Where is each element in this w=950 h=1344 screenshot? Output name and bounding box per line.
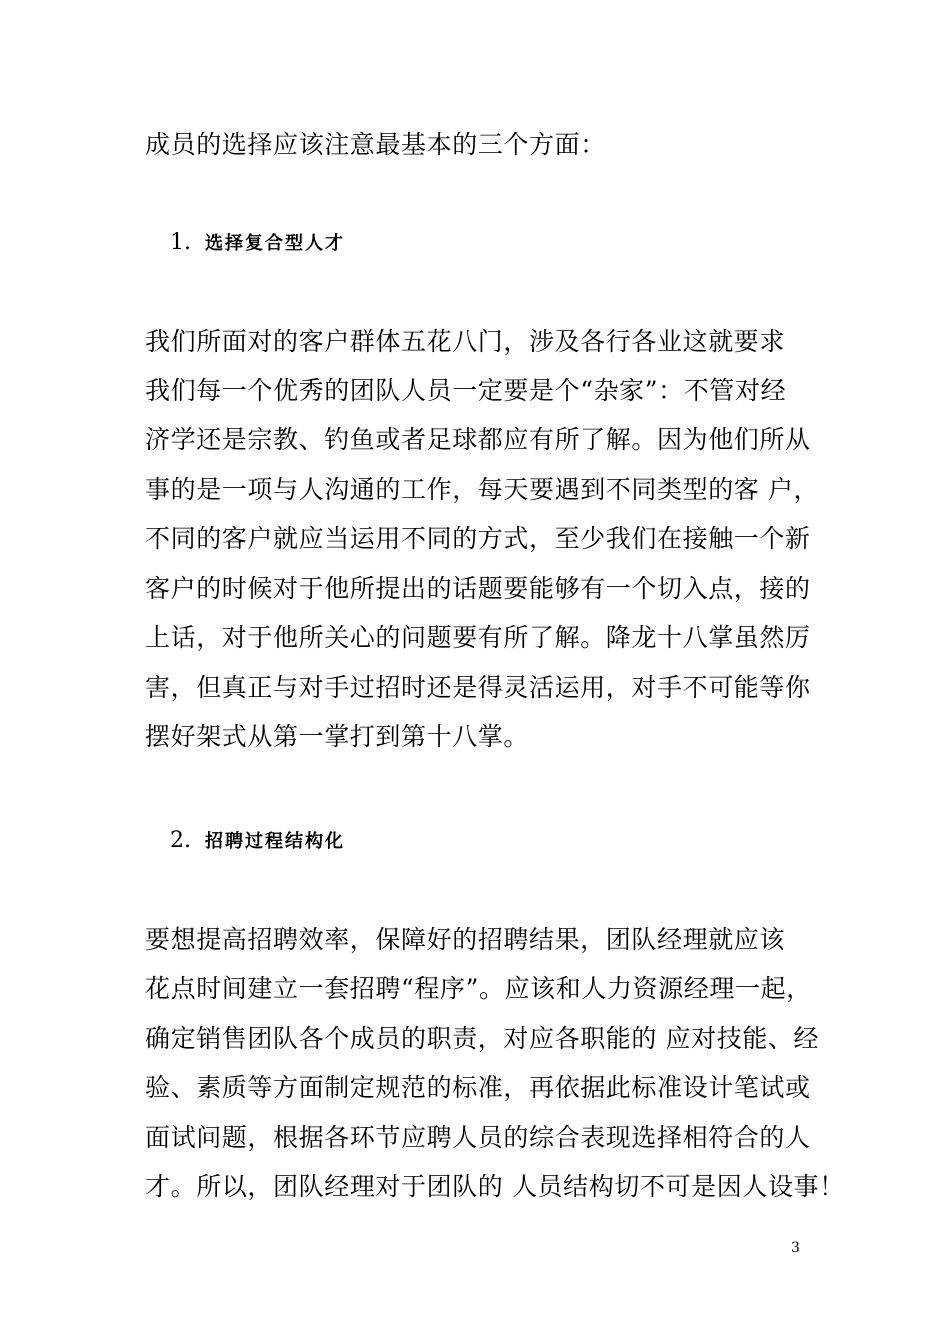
- section-2-line: 花点时间建立一套招聘“程序”。应该和人力资源经理一起，: [145, 974, 812, 1003]
- page-number: 3: [791, 1240, 800, 1256]
- section-1-number: 1.: [170, 230, 191, 255]
- section-1-line: 事的是一项与人沟通的工作，每天要遇到不同类型的客 户，: [145, 475, 820, 504]
- section-1-line: 不同的客户就应当运用不同的方式，至少我们在接触一个新: [145, 524, 811, 553]
- section-2-number: 2.: [170, 828, 191, 853]
- section-1-line: 我们所面对的客户群体五花八门，涉及各行各业这就要求: [145, 327, 786, 356]
- section-2-line: 确定销售团队各个成员的职责，对应各职能的 应对技能、经: [145, 1024, 820, 1053]
- section-2-line: 验、素质等方面制定规范的标准，再依据此标准设计笔试或: [145, 1073, 811, 1102]
- section-1-line: 客户的时候对于他所提出的话题要能够有一个切入点，接的: [145, 574, 811, 603]
- section-1-line: 害，但真正与对手过招时还是得灵活运用，对手不可能等你: [145, 673, 811, 702]
- section-1-line: 济学还是宗教、钓鱼或者足球都应有所了解。因为他们所从: [145, 425, 811, 454]
- section-1-line: 摆好架式从第一掌打到第十八掌。: [145, 722, 530, 751]
- intro-paragraph: 成员的选择应该注意最基本的三个方面：: [145, 130, 606, 159]
- section-2-line: 才。所以，团队经理对于团队的 人员结构切不可是因人设事！: [145, 1172, 845, 1201]
- section-2-line: 面试问题，根据各环节应聘人员的综合表现选择相符合的人: [145, 1123, 811, 1152]
- section-2-heading: [170, 826, 345, 857]
- section-1-line: 我们每一个优秀的团队人员一定要是个“杂家”：不管对经: [145, 376, 787, 405]
- section-1-title: 选择复合型人才: [205, 233, 345, 254]
- section-2-title: 招聘过程结构化: [205, 831, 345, 852]
- section-2-line: 要想提高招聘效率，保障好的招聘结果，团队经理就应该: [145, 925, 786, 954]
- section-1-heading: [170, 228, 345, 259]
- section-1-line: 上话，对于他所关心的问题要有所了解。降龙十八掌虽然厉: [145, 623, 811, 652]
